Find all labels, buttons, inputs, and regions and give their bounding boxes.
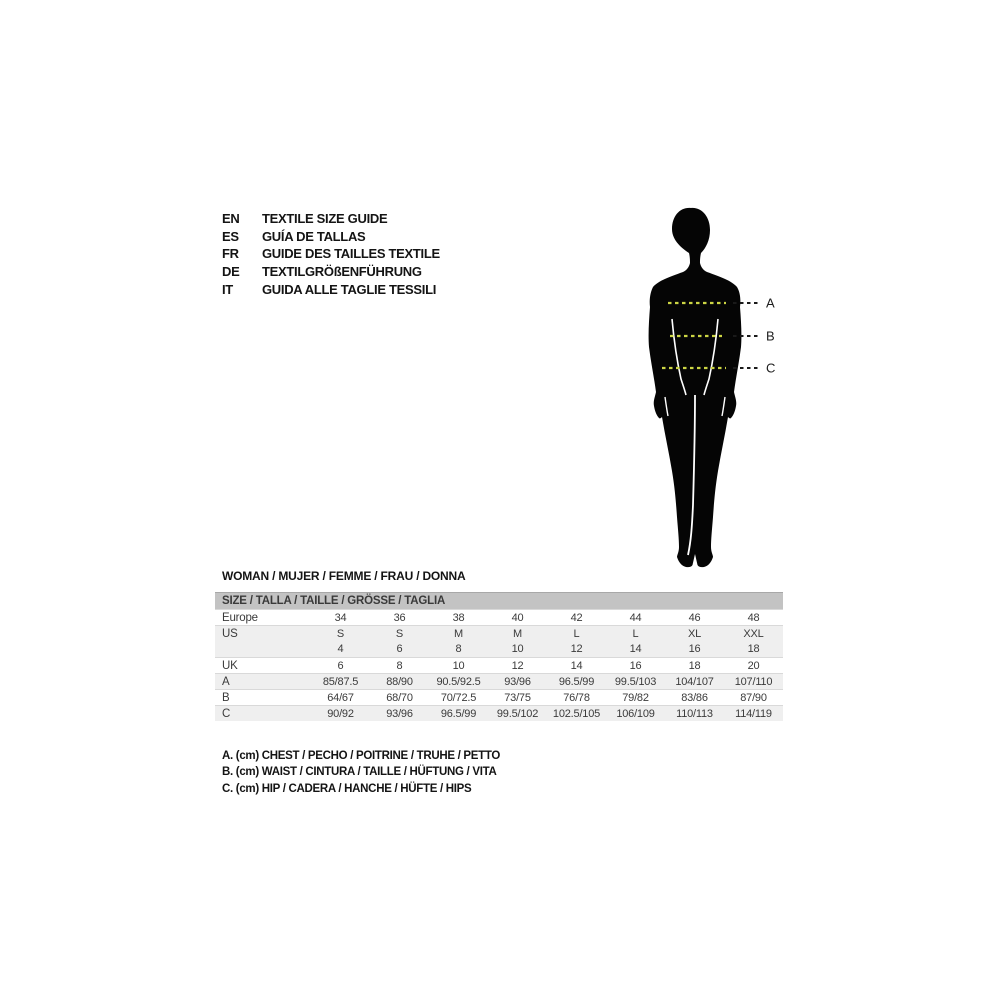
language-row bbox=[222, 210, 440, 228]
table-row bbox=[215, 657, 783, 673]
lang-title: TEXTILE SIZE GUIDE bbox=[262, 211, 388, 226]
size-value: 48 bbox=[747, 612, 760, 624]
size-value: 73/75 bbox=[504, 692, 531, 704]
measurement-legend bbox=[222, 748, 500, 797]
size-value: XL bbox=[687, 628, 702, 640]
silhouette-body bbox=[649, 208, 742, 567]
language-row bbox=[222, 281, 440, 299]
table-header: SIZE / TALLA / TAILLE / GRÖSSE / TAGLIA bbox=[215, 592, 783, 609]
size-value: L bbox=[632, 628, 639, 640]
size-value: 70/72.5 bbox=[440, 692, 477, 704]
size-value: 68/70 bbox=[386, 692, 413, 704]
size-value: 106/109 bbox=[616, 708, 655, 720]
size-value: 12 bbox=[570, 643, 583, 655]
size-value: 114/119 bbox=[735, 708, 772, 720]
size-value: 102.5/105 bbox=[552, 708, 601, 720]
language-list bbox=[222, 210, 440, 299]
size-value: 90/92 bbox=[327, 708, 354, 720]
size-value: 10 bbox=[511, 643, 524, 655]
size-value: S bbox=[395, 628, 404, 640]
language-row bbox=[222, 263, 440, 281]
woman-silhouette bbox=[625, 195, 785, 575]
size-value: 6 bbox=[396, 643, 403, 655]
size-value: 99.5/102 bbox=[496, 708, 539, 720]
size-value: 99.5/103 bbox=[614, 676, 657, 688]
size-value: 88/90 bbox=[386, 676, 413, 688]
table-row bbox=[215, 625, 783, 641]
size-value: L bbox=[573, 628, 580, 640]
size-value: M bbox=[454, 628, 463, 640]
row-label: US bbox=[222, 628, 238, 640]
size-value: S bbox=[336, 628, 345, 640]
size-value: 10 bbox=[452, 660, 465, 672]
size-value: 83/86 bbox=[681, 692, 708, 704]
size-value: 8 bbox=[396, 660, 403, 672]
measure-label-b: B bbox=[766, 328, 775, 344]
size-table bbox=[215, 592, 783, 721]
row-label: C bbox=[222, 708, 231, 720]
size-value: 16 bbox=[688, 643, 701, 655]
lang-code: FR bbox=[222, 246, 239, 262]
size-value: 14 bbox=[629, 643, 642, 655]
row-label: A bbox=[222, 676, 230, 688]
size-value: 40 bbox=[511, 612, 524, 624]
size-value: 104/107 bbox=[675, 676, 714, 688]
lang-title: GUIDE DES TAILLES TEXTILE bbox=[262, 246, 440, 262]
size-value: 107/110 bbox=[734, 676, 773, 688]
size-value: 87/90 bbox=[740, 692, 767, 704]
size-value: 96.5/99 bbox=[558, 676, 595, 688]
figure-area bbox=[625, 195, 785, 575]
lang-code: IT bbox=[222, 281, 233, 297]
size-value: 90.5/92.5 bbox=[436, 676, 481, 688]
size-value: 8 bbox=[455, 643, 462, 655]
measure-label-c: C bbox=[766, 360, 776, 376]
lang-code: DE bbox=[222, 264, 240, 280]
size-value: 64/67 bbox=[327, 692, 354, 704]
language-row bbox=[222, 245, 440, 263]
measure-label-a: A bbox=[766, 295, 775, 311]
size-value: 34 bbox=[334, 612, 347, 624]
size-value: 20 bbox=[747, 660, 760, 672]
table-row bbox=[215, 689, 783, 705]
table-row bbox=[215, 641, 783, 657]
size-value: 46 bbox=[688, 612, 701, 624]
table-body bbox=[215, 609, 783, 721]
row-label: Europe bbox=[222, 612, 258, 624]
size-value: 76/78 bbox=[563, 692, 590, 704]
legend-line: C. (cm) HIP / CADERA / HANCHE / HÜFTE / HIPS bbox=[222, 782, 472, 795]
size-value: 4 bbox=[337, 643, 344, 655]
size-value: 18 bbox=[747, 643, 760, 655]
legend-line: B. (cm) WAIST / CINTURA / TAILLE / HÜFTUNG / VITA bbox=[222, 766, 497, 779]
table-row bbox=[215, 705, 783, 721]
size-value: 44 bbox=[629, 612, 642, 624]
legend-line: A. (cm) CHEST / PECHO / POITRINE / TRUHE / PETTO bbox=[222, 750, 501, 762]
size-value: 12 bbox=[511, 660, 524, 672]
size-value: 85/87.5 bbox=[322, 676, 359, 688]
lang-code: EN bbox=[222, 211, 240, 226]
lang-title: TEXTILGRÖßENFÜHRUNG bbox=[262, 264, 422, 280]
size-value: 93/96 bbox=[504, 676, 531, 688]
size-value: 38 bbox=[452, 612, 465, 624]
lang-code: ES bbox=[222, 228, 239, 244]
size-value: 93/96 bbox=[386, 708, 413, 720]
table-row bbox=[215, 673, 783, 689]
lang-title: GUIDA ALLE TAGLIE TESSILI bbox=[262, 281, 437, 297]
language-row bbox=[222, 228, 440, 246]
row-label bbox=[215, 641, 311, 657]
size-value: 96.5/99 bbox=[440, 708, 477, 720]
size-value: 42 bbox=[570, 612, 583, 624]
size-value: M bbox=[513, 628, 522, 640]
size-value: 6 bbox=[337, 660, 344, 672]
size-value: 110/113 bbox=[676, 708, 713, 720]
section-title: WOMAN / MUJER / FEMME / FRAU / DONNA bbox=[222, 569, 466, 583]
size-value: 18 bbox=[688, 660, 701, 672]
size-value: 36 bbox=[393, 612, 406, 624]
size-value: 79/82 bbox=[622, 692, 649, 704]
table-row bbox=[215, 609, 783, 625]
size-value: 14 bbox=[570, 660, 583, 672]
size-value: 16 bbox=[629, 660, 642, 672]
size-value: XXL bbox=[743, 628, 764, 640]
lang-title: GUÍA DE TALLAS bbox=[262, 228, 366, 244]
row-label: UK bbox=[222, 660, 238, 672]
row-label: B bbox=[222, 692, 230, 704]
